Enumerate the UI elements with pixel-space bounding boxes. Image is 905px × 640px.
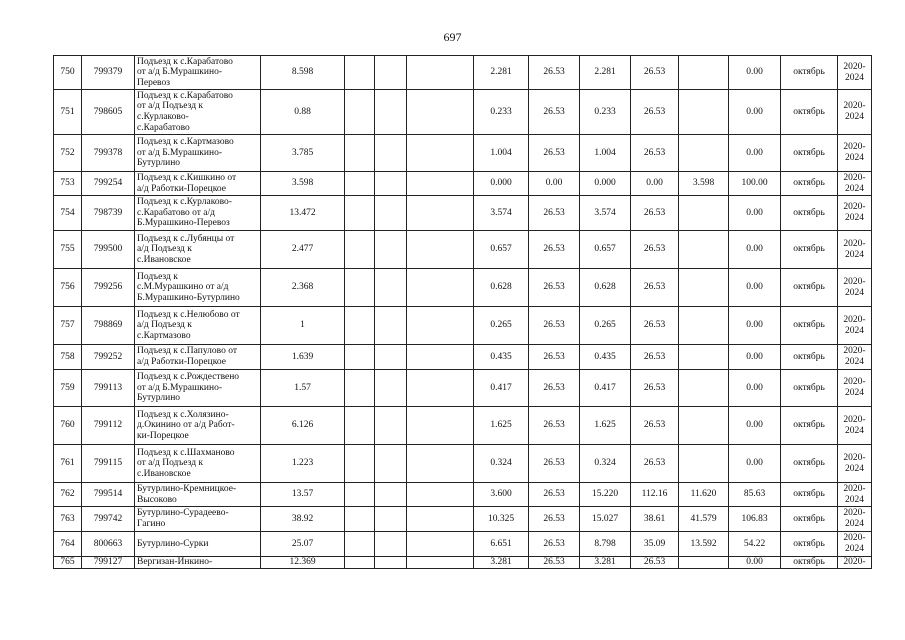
- value-c: 15.220: [580, 483, 631, 507]
- years: 2020- 2024: [838, 532, 872, 557]
- road-length: 8.598: [261, 56, 345, 90]
- years: 2020- 2024: [838, 370, 872, 407]
- road-name: Подъезд к с.Лубянцы от а/д Подъезд к с.Ивановское: [135, 231, 261, 269]
- value-c: 0.233: [580, 90, 631, 135]
- value-b: 26.53: [529, 407, 580, 445]
- road-length: 3.598: [261, 172, 345, 196]
- row-number: 759: [54, 370, 82, 407]
- value-f: 0.00: [729, 345, 781, 370]
- value-d: 38.61: [631, 507, 679, 532]
- empty-cell: [345, 56, 375, 90]
- empty-cell: [345, 507, 375, 532]
- road-code: 799500: [82, 231, 135, 269]
- value-f: 0.00: [729, 445, 781, 483]
- road-code: 799113: [82, 370, 135, 407]
- page-number: 697: [443, 30, 462, 44]
- empty-cell: [375, 90, 407, 135]
- value-a: 0.417: [474, 370, 529, 407]
- empty-cell: [375, 231, 407, 269]
- value-c: 1.625: [580, 407, 631, 445]
- road-name: Подъезд к с.Картмазово от а/д Б.Мурашкино- Бутурлино: [135, 135, 261, 172]
- empty-cell: [345, 307, 375, 345]
- month: октябрь: [781, 196, 838, 231]
- value-e: [679, 370, 729, 407]
- value-c: 0.417: [580, 370, 631, 407]
- value-b: 26.53: [529, 445, 580, 483]
- value-a: 1.004: [474, 135, 529, 172]
- value-e: [679, 445, 729, 483]
- empty-cell: [407, 445, 474, 483]
- value-b: 26.53: [529, 56, 580, 90]
- value-e: [679, 407, 729, 445]
- value-e: 13.592: [679, 532, 729, 557]
- years: 2020- 2024: [838, 307, 872, 345]
- empty-cell: [375, 507, 407, 532]
- road-code: 799112: [82, 407, 135, 445]
- value-a: 3.281: [474, 557, 529, 569]
- empty-cell: [345, 345, 375, 370]
- month: октябрь: [781, 445, 838, 483]
- value-a: 0.265: [474, 307, 529, 345]
- value-f: 100.00: [729, 172, 781, 196]
- value-b: 26.53: [529, 307, 580, 345]
- road-name: Подъезд к с.Холязино- д.Окинино от а/д Работ- ки-Порецкое: [135, 407, 261, 445]
- road-length: 25.07: [261, 532, 345, 557]
- value-d: 26.53: [631, 345, 679, 370]
- value-b: 26.53: [529, 90, 580, 135]
- value-f: 0.00: [729, 307, 781, 345]
- value-a: 1.625: [474, 407, 529, 445]
- road-length: 13.472: [261, 196, 345, 231]
- value-e: [679, 269, 729, 307]
- value-f: 0.00: [729, 231, 781, 269]
- years: 2020- 2024: [838, 345, 872, 370]
- years: 2020- 2024: [838, 135, 872, 172]
- value-c: 0.435: [580, 345, 631, 370]
- table-row: [54, 532, 872, 557]
- month: октябрь: [781, 557, 838, 569]
- row-number: 750: [54, 56, 82, 90]
- road-length: 38.92: [261, 507, 345, 532]
- road-code: 798869: [82, 307, 135, 345]
- value-b: 26.53: [529, 557, 580, 569]
- value-e: 11.620: [679, 483, 729, 507]
- years: 2020-: [838, 557, 872, 569]
- value-e: [679, 307, 729, 345]
- value-b: 26.53: [529, 269, 580, 307]
- value-d: 0.00: [631, 172, 679, 196]
- value-f: 0.00: [729, 557, 781, 569]
- road-name: Подъезд к с.Нелюбово от а/д Подъезд к с.Картмазово: [135, 307, 261, 345]
- empty-cell: [407, 507, 474, 532]
- month: октябрь: [781, 407, 838, 445]
- road-code: 799252: [82, 345, 135, 370]
- empty-cell: [407, 269, 474, 307]
- month: октябрь: [781, 231, 838, 269]
- empty-cell: [375, 56, 407, 90]
- road-code: 798605: [82, 90, 135, 135]
- table-row: [54, 196, 872, 231]
- empty-cell: [407, 56, 474, 90]
- month: октябрь: [781, 532, 838, 557]
- empty-cell: [375, 483, 407, 507]
- road-code: 800663: [82, 532, 135, 557]
- empty-cell: [345, 269, 375, 307]
- empty-cell: [407, 407, 474, 445]
- value-d: 26.53: [631, 407, 679, 445]
- road-code: 799127: [82, 557, 135, 569]
- value-a: 0.657: [474, 231, 529, 269]
- road-name: Бутурлино-Сурки: [135, 532, 261, 557]
- value-d: 35.09: [631, 532, 679, 557]
- value-c: 3.281: [580, 557, 631, 569]
- month: октябрь: [781, 269, 838, 307]
- value-c: 15.027: [580, 507, 631, 532]
- value-c: 0.324: [580, 445, 631, 483]
- value-a: 0.000: [474, 172, 529, 196]
- empty-cell: [345, 483, 375, 507]
- row-number: 764: [54, 532, 82, 557]
- road-name: Подъезд к с.Шахманово от а/д Подъезд к с.Ивановское: [135, 445, 261, 483]
- years: 2020- 2024: [838, 507, 872, 532]
- empty-cell: [345, 407, 375, 445]
- value-b: 26.53: [529, 483, 580, 507]
- table-row: [54, 407, 872, 445]
- month: октябрь: [781, 307, 838, 345]
- value-f: 0.00: [729, 196, 781, 231]
- empty-cell: [375, 445, 407, 483]
- years: 2020- 2024: [838, 196, 872, 231]
- road-name: Подъезд к с.Курлаково- с.Карабатово от а/д Б.Мурашкино-Перевоз: [135, 196, 261, 231]
- road-name: Бутурлино-Сурадеево- Гагино: [135, 507, 261, 532]
- empty-cell: [345, 370, 375, 407]
- value-b: 26.53: [529, 196, 580, 231]
- value-b: 26.53: [529, 345, 580, 370]
- years: 2020- 2024: [838, 56, 872, 90]
- value-e: 3.598: [679, 172, 729, 196]
- row-number: 757: [54, 307, 82, 345]
- empty-cell: [407, 90, 474, 135]
- empty-cell: [345, 445, 375, 483]
- road-length: 2.477: [261, 231, 345, 269]
- value-e: [679, 90, 729, 135]
- value-b: 26.53: [529, 135, 580, 172]
- value-e: [679, 557, 729, 569]
- value-c: 3.574: [580, 196, 631, 231]
- years: 2020- 2024: [838, 172, 872, 196]
- row-number: 765: [54, 557, 82, 569]
- years: 2020- 2024: [838, 483, 872, 507]
- table-row: [54, 172, 872, 196]
- row-number: 754: [54, 196, 82, 231]
- value-f: 0.00: [729, 407, 781, 445]
- empty-cell: [345, 196, 375, 231]
- month: октябрь: [781, 172, 838, 196]
- road-length: 12.369: [261, 557, 345, 569]
- value-d: 112.16: [631, 483, 679, 507]
- value-b: 26.53: [529, 231, 580, 269]
- empty-cell: [345, 557, 375, 569]
- row-number: 761: [54, 445, 82, 483]
- value-d: 26.53: [631, 196, 679, 231]
- road-name: Подъезд к с.М.Мурашкино от а/д Б.Мурашкино-Бутурлино: [135, 269, 261, 307]
- empty-cell: [407, 196, 474, 231]
- empty-cell: [407, 231, 474, 269]
- row-number: 758: [54, 345, 82, 370]
- row-number: 753: [54, 172, 82, 196]
- value-c: 2.281: [580, 56, 631, 90]
- road-name: Подъезд к с.Рождествено от а/д Б.Мурашкино- Бутурлино: [135, 370, 261, 407]
- month: октябрь: [781, 90, 838, 135]
- road-length: 0.88: [261, 90, 345, 135]
- value-a: 2.281: [474, 56, 529, 90]
- empty-cell: [407, 135, 474, 172]
- empty-cell: [407, 172, 474, 196]
- years: 2020- 2024: [838, 90, 872, 135]
- value-a: 6.651: [474, 532, 529, 557]
- road-code: 799115: [82, 445, 135, 483]
- value-c: 0.000: [580, 172, 631, 196]
- value-b: 26.53: [529, 370, 580, 407]
- road-length: 1.223: [261, 445, 345, 483]
- row-number: 762: [54, 483, 82, 507]
- value-a: 0.233: [474, 90, 529, 135]
- month: октябрь: [781, 56, 838, 90]
- value-a: 10.325: [474, 507, 529, 532]
- road-code: 799256: [82, 269, 135, 307]
- empty-cell: [375, 407, 407, 445]
- value-c: 0.657: [580, 231, 631, 269]
- road-code: 799254: [82, 172, 135, 196]
- value-e: [679, 196, 729, 231]
- value-e: [679, 231, 729, 269]
- value-f: 54.22: [729, 532, 781, 557]
- road-length: 3.785: [261, 135, 345, 172]
- value-b: 0.00: [529, 172, 580, 196]
- row-number: 752: [54, 135, 82, 172]
- empty-cell: [375, 269, 407, 307]
- value-b: 26.53: [529, 507, 580, 532]
- road-name: Подъезд к с.Папулово от а/д Работки-Порецкое: [135, 345, 261, 370]
- empty-cell: [345, 135, 375, 172]
- value-f: 0.00: [729, 90, 781, 135]
- table-row: [54, 507, 872, 532]
- value-c: 0.628: [580, 269, 631, 307]
- road-name: Бутурлино-Кремницкое- Высоково: [135, 483, 261, 507]
- value-d: 26.53: [631, 307, 679, 345]
- value-f: 0.00: [729, 135, 781, 172]
- month: октябрь: [781, 135, 838, 172]
- empty-cell: [345, 231, 375, 269]
- table-row: [54, 135, 872, 172]
- value-c: 0.265: [580, 307, 631, 345]
- table-row: [54, 445, 872, 483]
- table-row: [54, 56, 872, 90]
- table-row: [54, 557, 872, 569]
- road-name: Подъезд к с.Кишкино от а/д Работки-Порецкое: [135, 172, 261, 196]
- table-row: [54, 269, 872, 307]
- value-f: 85.63: [729, 483, 781, 507]
- road-length: 1.57: [261, 370, 345, 407]
- value-d: 26.53: [631, 445, 679, 483]
- table-row: [54, 307, 872, 345]
- value-f: 0.00: [729, 370, 781, 407]
- row-number: 751: [54, 90, 82, 135]
- road-code: 799379: [82, 56, 135, 90]
- empty-cell: [345, 532, 375, 557]
- value-a: 0.324: [474, 445, 529, 483]
- value-f: 0.00: [729, 269, 781, 307]
- empty-cell: [375, 345, 407, 370]
- value-b: 26.53: [529, 532, 580, 557]
- empty-cell: [375, 307, 407, 345]
- row-number: 760: [54, 407, 82, 445]
- value-a: 3.600: [474, 483, 529, 507]
- value-e: [679, 135, 729, 172]
- value-c: 8.798: [580, 532, 631, 557]
- value-e: 41.579: [679, 507, 729, 532]
- empty-cell: [407, 345, 474, 370]
- empty-cell: [345, 172, 375, 196]
- empty-cell: [375, 532, 407, 557]
- month: октябрь: [781, 483, 838, 507]
- road-name: Подъезд к с.Карабатово от а/д Б.Мурашкино- Перевоз: [135, 56, 261, 90]
- empty-cell: [407, 370, 474, 407]
- road-length: 6.126: [261, 407, 345, 445]
- empty-cell: [375, 557, 407, 569]
- value-d: 26.53: [631, 90, 679, 135]
- value-d: 26.53: [631, 56, 679, 90]
- month: октябрь: [781, 370, 838, 407]
- road-length: 2.368: [261, 269, 345, 307]
- empty-cell: [407, 532, 474, 557]
- value-d: 26.53: [631, 269, 679, 307]
- value-d: 26.53: [631, 370, 679, 407]
- road-length: 1.639: [261, 345, 345, 370]
- empty-cell: [407, 307, 474, 345]
- road-code: 798739: [82, 196, 135, 231]
- value-d: 26.53: [631, 557, 679, 569]
- row-number: 755: [54, 231, 82, 269]
- years: 2020- 2024: [838, 231, 872, 269]
- road-code: 799742: [82, 507, 135, 532]
- road-name: Подъезд к с.Карабатово от а/д Подъезд к с.Курлаково- с.Карабатово: [135, 90, 261, 135]
- table-row: [54, 483, 872, 507]
- empty-cell: [375, 172, 407, 196]
- road-length: 1: [261, 307, 345, 345]
- month: октябрь: [781, 345, 838, 370]
- table-row: [54, 370, 872, 407]
- month: октябрь: [781, 507, 838, 532]
- empty-cell: [407, 483, 474, 507]
- road-name: Вергизан-Инкино-: [135, 557, 261, 569]
- value-a: 0.628: [474, 269, 529, 307]
- empty-cell: [345, 90, 375, 135]
- value-a: 3.574: [474, 196, 529, 231]
- road-table: [53, 55, 872, 569]
- value-d: 26.53: [631, 231, 679, 269]
- table-row: [54, 90, 872, 135]
- empty-cell: [375, 135, 407, 172]
- years: 2020- 2024: [838, 269, 872, 307]
- value-f: 0.00: [729, 56, 781, 90]
- value-e: [679, 56, 729, 90]
- road-code: 799378: [82, 135, 135, 172]
- years: 2020- 2024: [838, 445, 872, 483]
- row-number: 756: [54, 269, 82, 307]
- road-code: 799514: [82, 483, 135, 507]
- empty-cell: [375, 196, 407, 231]
- value-a: 0.435: [474, 345, 529, 370]
- table-row: [54, 231, 872, 269]
- empty-cell: [375, 370, 407, 407]
- road-length: 13.57: [261, 483, 345, 507]
- table-row: [54, 345, 872, 370]
- years: 2020- 2024: [838, 407, 872, 445]
- value-c: 1.004: [580, 135, 631, 172]
- value-f: 106.83: [729, 507, 781, 532]
- value-e: [679, 345, 729, 370]
- row-number: 763: [54, 507, 82, 532]
- empty-cell: [407, 557, 474, 569]
- value-d: 26.53: [631, 135, 679, 172]
